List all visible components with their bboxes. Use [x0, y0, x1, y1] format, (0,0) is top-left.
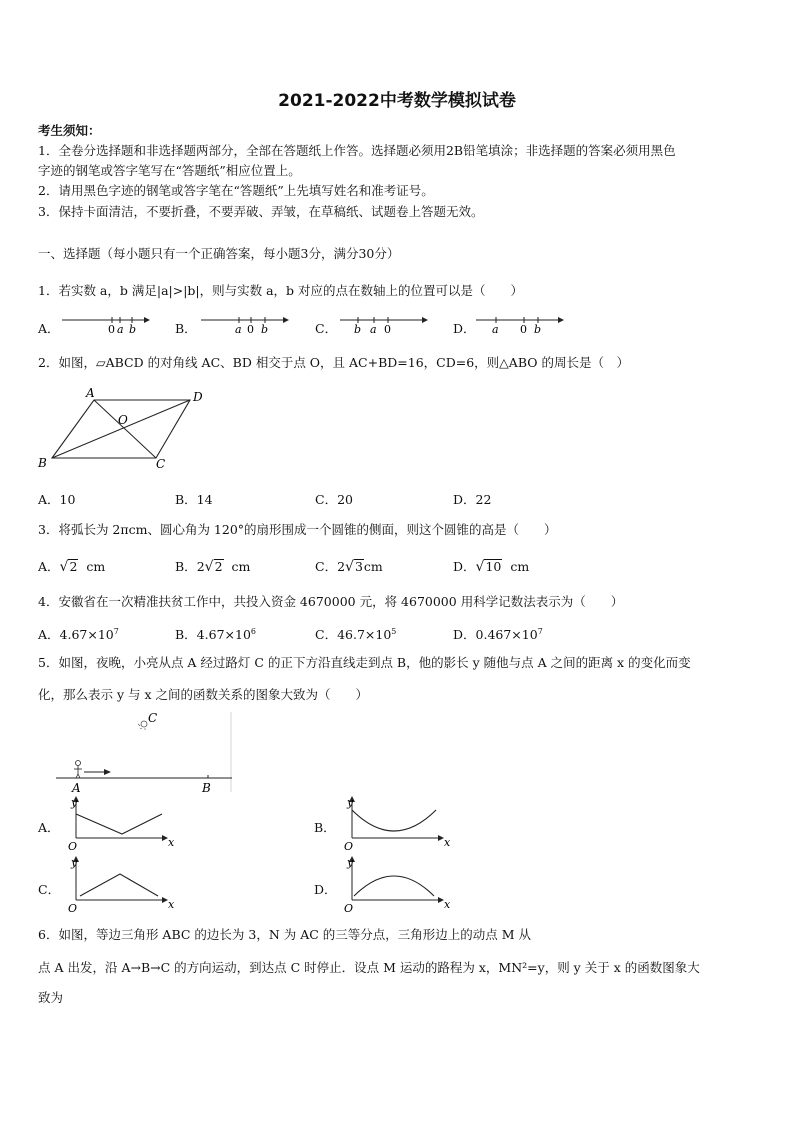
question-6-stem-cont: 点 A 出发，沿 A→B→C 的方向运动，到达点 C 时停止．设点 M 运动的路程为 x，MN²=y，则 y 关于 x 的函数图象大 — [38, 960, 700, 975]
nl-label: b — [534, 323, 542, 336]
center-o-label: O — [118, 413, 128, 427]
q2-option-a: A．10 — [38, 492, 76, 507]
q5-option-c: C． — [38, 882, 61, 897]
q4-option-d: D．$0.467\times 10^7$ — [453, 626, 543, 642]
svg-text:O: O — [68, 840, 78, 853]
vertex-b-label: B — [38, 456, 47, 470]
q3-option-a: A．√2 cm — [38, 559, 106, 575]
point-b-label: B — [202, 781, 211, 795]
svg-text:y: y — [71, 856, 78, 869]
svg-text:y: y — [347, 856, 354, 869]
graph-option-d — [338, 856, 458, 914]
graph-option-c — [62, 856, 182, 914]
q1-option-a-label: A． — [38, 321, 60, 336]
svg-text:x: x — [444, 836, 451, 849]
q1-option-b-label: B． — [175, 321, 197, 336]
parallelogram-figure — [36, 386, 216, 472]
number-line-c — [338, 312, 428, 336]
nl-label: a — [370, 323, 377, 336]
vertex-d-label: D — [193, 390, 203, 404]
vertex-c-label: C — [156, 457, 166, 471]
q3-option-c: C．2√3cm — [315, 559, 383, 575]
nl-label: a — [117, 323, 124, 336]
graph-option-b — [338, 796, 458, 852]
nl-label: b — [261, 323, 269, 336]
nl-label: 0 — [520, 323, 527, 336]
nl-label: a — [492, 323, 499, 336]
svg-text:O: O — [344, 902, 354, 915]
q3-option-b: B．2√2 cm — [175, 559, 251, 575]
lamp-icon — [141, 721, 147, 727]
nl-label: b — [354, 323, 362, 336]
question-1-stem: 1．若实数 a，b 满足|a|>|b|，则与实数 a，b 对应的点在数轴上的位置可以是（ ） — [38, 283, 524, 298]
question-2-stem: 2．如图，▱ABCD 的对角线 AC、BD 相交于点 O，且 AC+BD=16，CD=6，则△ABO 的周长是（ ） — [38, 355, 629, 370]
svg-text:x: x — [168, 898, 175, 911]
graph-option-a — [62, 796, 182, 852]
notice-heading: 考生须知： — [38, 123, 101, 138]
number-line-b — [199, 312, 289, 336]
svg-text:x: x — [168, 836, 175, 849]
question-4-stem: 4．安徽省在一次精准扶贫工作中，共投入资金 4670000 元，将 4670000 用科学记数法表示为（ ） — [38, 594, 624, 609]
vertex-a-label: A — [86, 386, 95, 400]
question-5-stem-cont: 化，那么表示 y 与 x 之间的函数关系的图象大致为（ ） — [38, 687, 369, 702]
q4-option-b: B．$4.67\times 10^6$ — [175, 626, 256, 642]
q5-option-a: A． — [38, 820, 60, 835]
q4-option-c: C．$46.7\times 10^5$ — [315, 626, 397, 642]
q5-option-d: D． — [314, 882, 337, 897]
lamp-c-label: C — [148, 711, 158, 725]
point-a-label: A — [72, 781, 81, 795]
number-line-a — [60, 312, 150, 336]
notice-line: 2．请用黑色字迹的钢笔或答字笔在“答题纸”上先填写姓名和准考证号。 — [38, 183, 434, 198]
q1-option-d-label: D． — [453, 321, 476, 336]
svg-text:x: x — [444, 898, 451, 911]
svg-text:y: y — [347, 796, 354, 809]
q5-option-b: B． — [314, 820, 336, 835]
svg-text:y: y — [71, 796, 78, 809]
question-6-stem-end: 致为 — [38, 990, 64, 1005]
nl-label: b — [129, 323, 137, 336]
question-5-stem: 5．如图，夜晚，小亮从点 A 经过路灯 C 的正下方沿直线走到点 B，他的影长 y 随他与点 A 之间的距离 x 的变化而变 — [38, 655, 691, 670]
page-title: 2021-2022中考数学模拟试卷 — [278, 91, 516, 111]
nl-label: 0 — [108, 323, 115, 336]
question-3-stem: 3．将弧长为 2πcm、圆心角为 120°的扇形围成一个圆锥的侧面，则这个圆锥的高是（ ） — [38, 522, 557, 537]
street-lamp-figure — [56, 712, 236, 796]
q2-option-b: B．14 — [175, 492, 213, 507]
nl-label: 0 — [384, 323, 391, 336]
notice-line: 1．全卷分选择题和非选择题两部分，全部在答题纸上作答。选择题必须用2B铅笔填涂；非选择题的答案必须用黑色 — [38, 143, 676, 158]
nl-label: 0 — [247, 323, 254, 336]
notice-line: 字迹的钢笔或答字笔写在“答题纸”相应位置上。 — [38, 163, 301, 178]
section-heading: 一、选择题（每小题只有一个正确答案，每小题3分，满分30分） — [38, 246, 400, 261]
svg-text:O: O — [68, 902, 78, 915]
q2-option-c: C．20 — [315, 492, 353, 507]
notice-line: 3．保持卡面清洁，不要折叠，不要弄破、弄皱，在草稿纸、试题卷上答题无效。 — [38, 204, 484, 219]
question-6-stem: 6．如图，等边三角形 ABC 的边长为 3，N 为 AC 的三等分点，三角形边上的动点 M 从 — [38, 927, 532, 942]
q4-option-a: A．$4.67\times 10^7$ — [38, 626, 119, 642]
q2-option-d: D．22 — [453, 492, 492, 507]
svg-text:O: O — [344, 840, 354, 853]
nl-label: a — [235, 323, 242, 336]
q1-option-c-label: C． — [315, 321, 338, 336]
q3-option-d: D．√10 cm — [453, 559, 530, 575]
number-line-d — [474, 312, 564, 336]
person-icon — [76, 761, 81, 766]
